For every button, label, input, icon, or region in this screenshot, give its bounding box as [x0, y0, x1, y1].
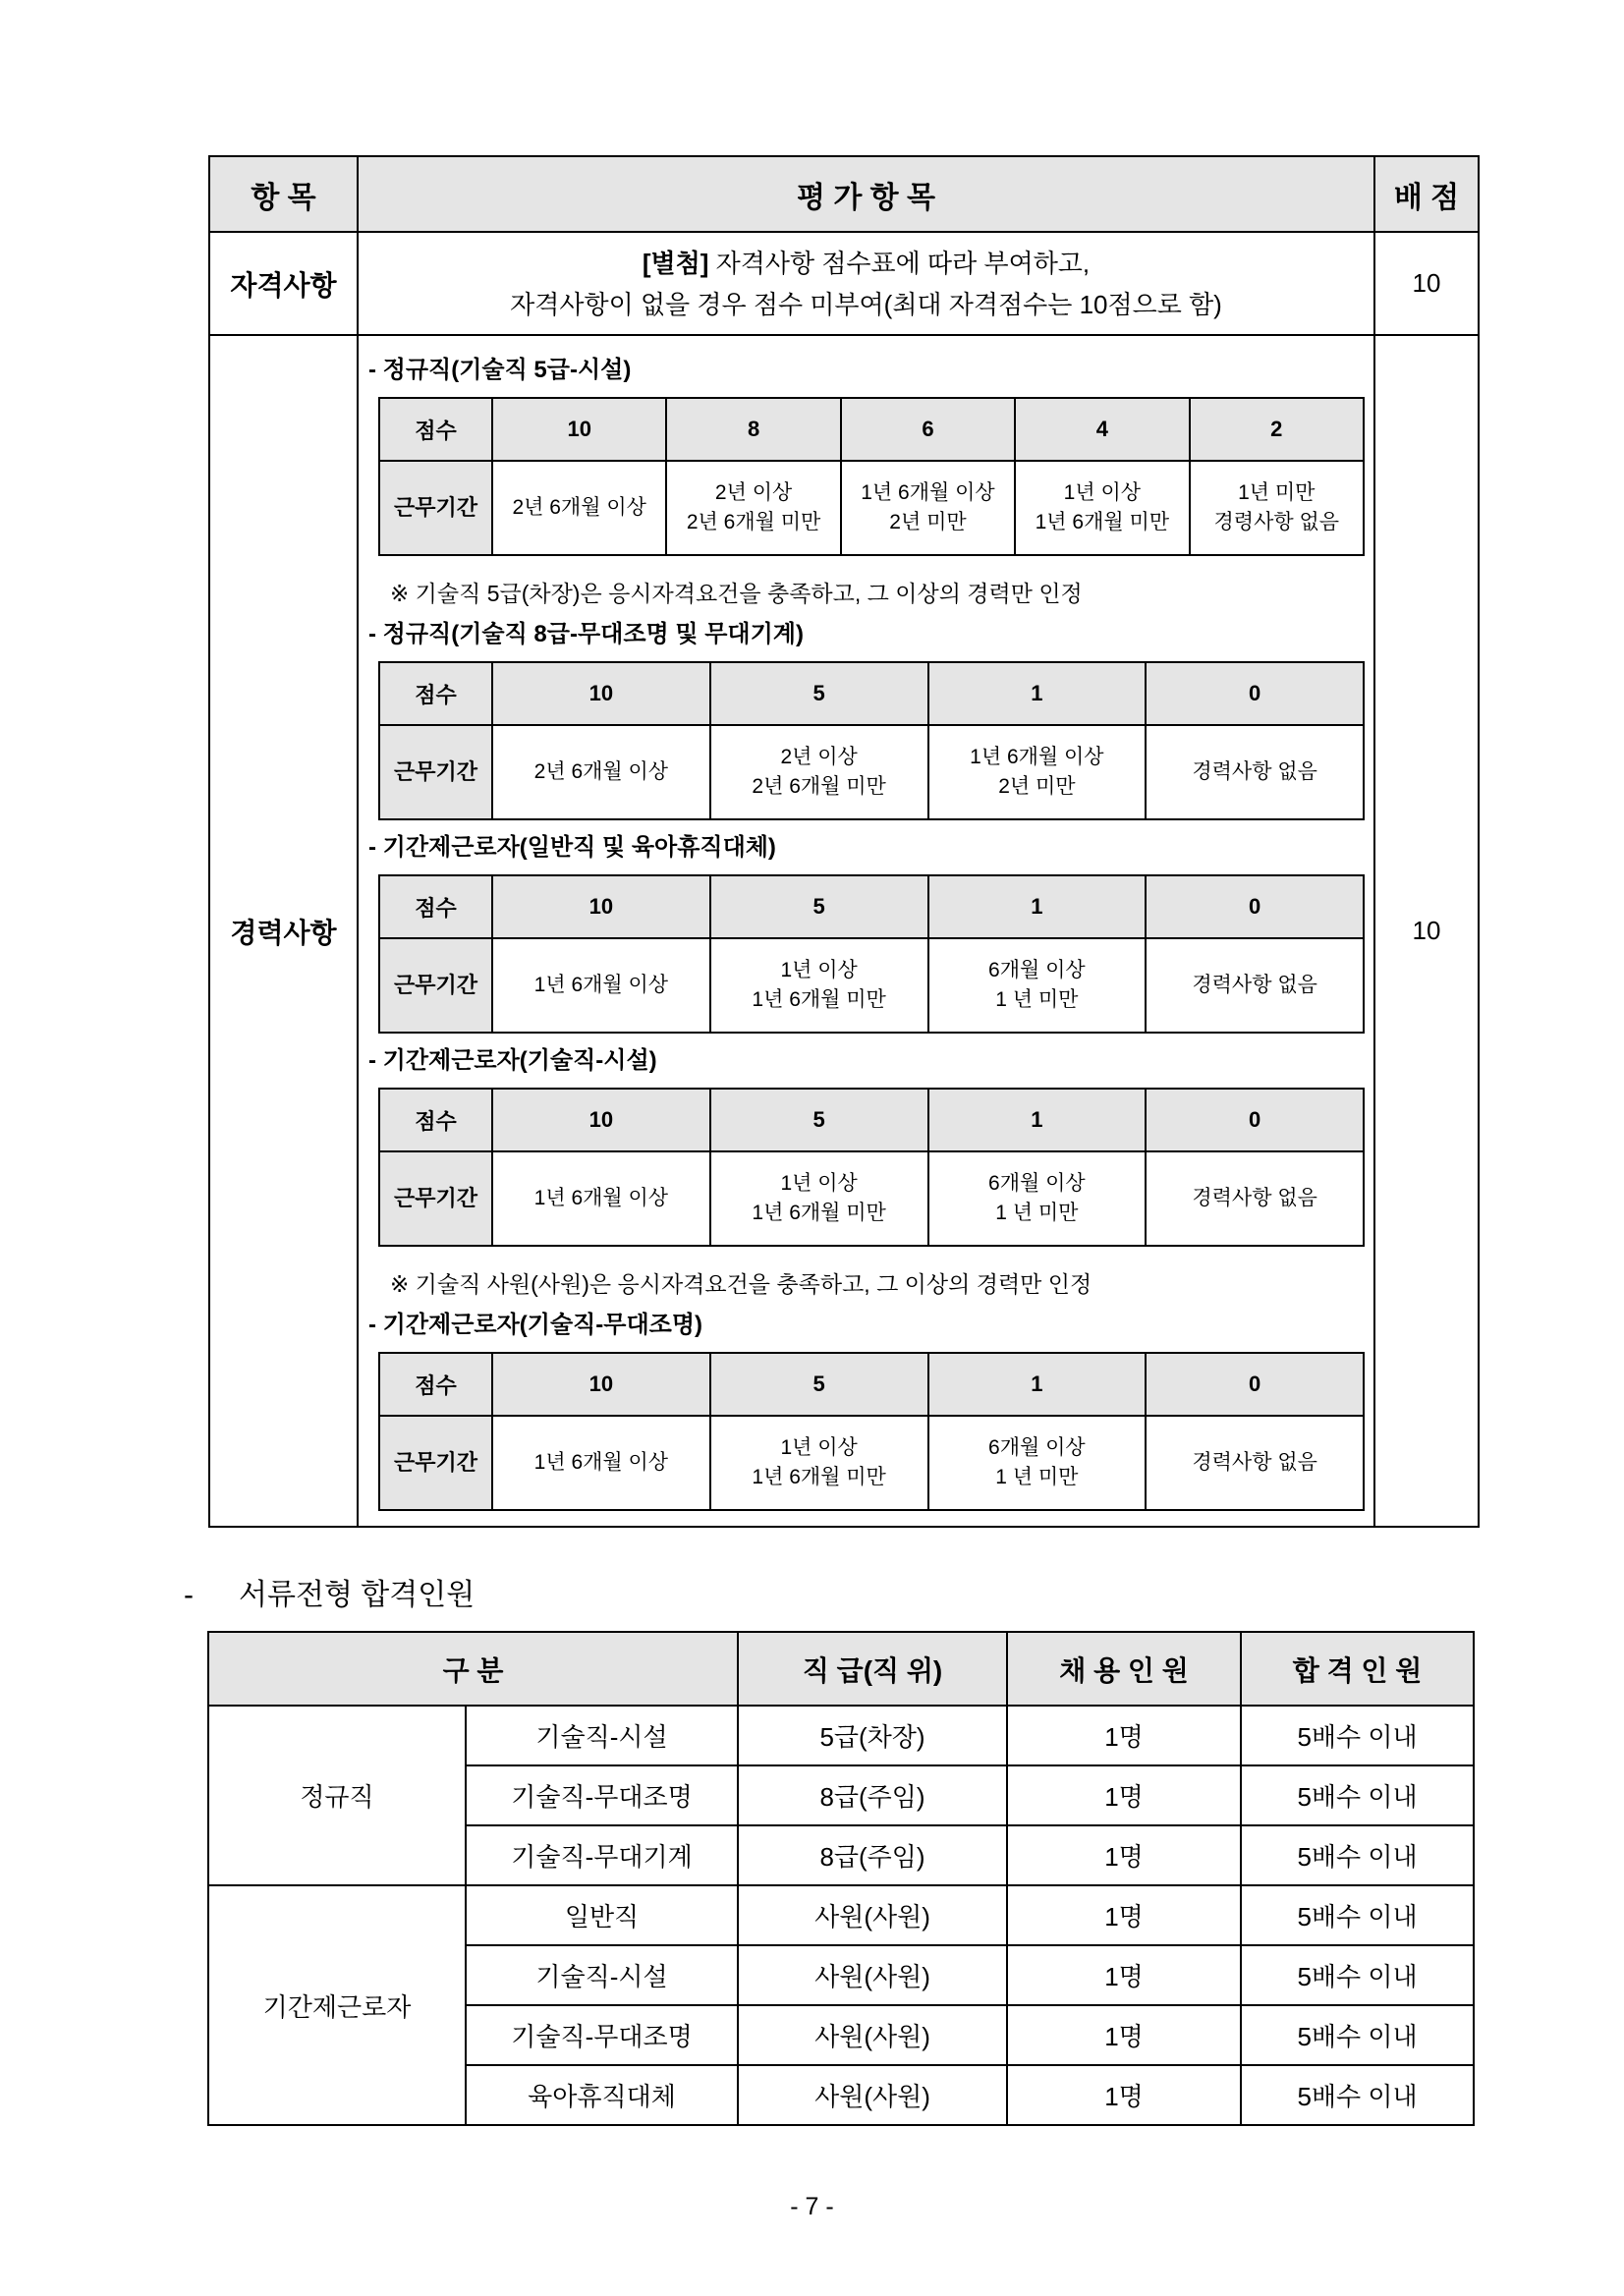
period-cell: 1년 6개월 이상 — [492, 1151, 710, 1246]
period-row — [379, 461, 1364, 555]
score-label: 점수 — [379, 1353, 492, 1416]
score-cell: 10 — [492, 662, 710, 725]
career-section-heading: - 기간제근로자(기술직-시설) — [368, 1047, 657, 1074]
attachment-ref: [별첨] — [642, 248, 709, 278]
period-cell: 1년 이상 1년 6개월 미만 — [710, 1416, 928, 1510]
period-label: 근무기간 — [379, 938, 492, 1033]
period-row — [379, 725, 1364, 819]
career-section-heading: - 기간제근로자(기술직-무대조명) — [368, 1312, 703, 1338]
grade-cell: 8급(주임) — [738, 1765, 1007, 1825]
period-cell: 6개월 이상 1 년 미만 — [928, 1151, 1147, 1246]
qualification-points: 10 — [1374, 232, 1479, 335]
qualification-criteria-cell — [358, 232, 1374, 335]
period-label: 근무기간 — [379, 461, 492, 555]
score-cell: 5 — [710, 1353, 928, 1416]
category-cell: 기술직-시설 — [466, 1706, 738, 1765]
period-cell: 1년 이상 1년 6개월 미만 — [710, 1151, 928, 1246]
score-cell: 1 — [928, 1089, 1147, 1151]
page-number: - 7 - — [790, 2193, 834, 2220]
score-header-row — [379, 662, 1364, 725]
grade-cell: 5급(차장) — [738, 1706, 1007, 1765]
period-cell: 6개월 이상 1 년 미만 — [928, 938, 1147, 1033]
score-cell: 4 — [1015, 398, 1189, 461]
hire-count-cell: 1명 — [1007, 2005, 1241, 2065]
pass-section-heading — [184, 1570, 475, 1613]
score-cell: 5 — [710, 875, 928, 938]
grade-cell: 사원(사원) — [738, 2065, 1007, 2125]
period-cell: 1년 6개월 이상 — [492, 938, 710, 1033]
hire-count-cell: 1명 — [1007, 1765, 1241, 1825]
score-cell: 10 — [492, 398, 666, 461]
category-cell: 기술직-무대조명 — [466, 2005, 738, 2065]
pass-count-cell: 5배수 이내 — [1241, 1825, 1474, 1885]
group-label-fixed-term: 기간제근로자 — [208, 1885, 466, 2125]
pass-count-cell: 5배수 이내 — [1241, 2065, 1474, 2125]
pass-count-cell: 5배수 이내 — [1241, 2005, 1474, 2065]
qualification-row — [209, 232, 1479, 335]
score-label: 점수 — [379, 1089, 492, 1151]
pass-count-cell: 5배수 이내 — [1241, 1885, 1474, 1945]
period-cell: 경력사항 없음 — [1146, 725, 1364, 819]
score-cell: 6 — [841, 398, 1015, 461]
score-header-row — [379, 1353, 1364, 1416]
col-header-points: 배 점 — [1374, 156, 1479, 232]
career-score-table — [378, 874, 1365, 1034]
career-score-table — [378, 1088, 1365, 1247]
period-label: 근무기간 — [379, 725, 492, 819]
score-cell: 0 — [1146, 875, 1364, 938]
pass-count-cell: 5배수 이내 — [1241, 1945, 1474, 2005]
hire-count-cell: 1명 — [1007, 1885, 1241, 1945]
category-cell: 기술직-무대조명 — [466, 1765, 738, 1825]
period-cell: 1년 6개월 이상 — [492, 1416, 710, 1510]
score-cell: 1 — [928, 1353, 1147, 1416]
col-header-hire-count: 채 용 인 원 — [1007, 1632, 1241, 1706]
period-cell: 1년 이상 1년 6개월 미만 — [710, 938, 928, 1033]
period-cell: 경력사항 없음 — [1146, 938, 1364, 1033]
period-cell: 경력사항 없음 — [1146, 1416, 1364, 1510]
hire-count-cell: 1명 — [1007, 2065, 1241, 2125]
period-cell: 경력사항 없음 — [1146, 1151, 1364, 1246]
period-row — [379, 1151, 1364, 1246]
career-section-heading: - 기간제근로자(일반직 및 육아휴직대체) — [368, 834, 776, 861]
pass-section-title: 서류전형 합격인원 — [239, 1579, 476, 1611]
hire-count-cell: 1명 — [1007, 1825, 1241, 1885]
pass-count-cell: 5배수 이내 — [1241, 1765, 1474, 1825]
career-section-heading: - 정규직(기술직 5급-시설) — [368, 357, 632, 383]
grade-cell: 8급(주임) — [738, 1825, 1007, 1885]
hire-count-cell: 1명 — [1007, 1945, 1241, 2005]
category-cell: 기술직-무대기계 — [466, 1825, 738, 1885]
period-cell: 2년 이상 2년 6개월 미만 — [710, 725, 928, 819]
period-cell: 2년 6개월 이상 — [492, 725, 710, 819]
career-score-table — [378, 1352, 1365, 1511]
score-label: 점수 — [379, 875, 492, 938]
qualification-line-1: [별첨] 자격사항 점수표에 따라 부여하고, — [642, 248, 1091, 278]
col-header-item: 항 목 — [209, 156, 358, 232]
col-header-grade: 직 급(직 위) — [738, 1632, 1007, 1706]
period-row — [379, 1416, 1364, 1510]
period-cell: 2년 이상 2년 6개월 미만 — [666, 461, 840, 555]
grade-cell: 사원(사원) — [738, 2005, 1007, 2065]
period-label: 근무기간 — [379, 1416, 492, 1510]
category-cell: 기술직-시설 — [466, 1945, 738, 2005]
period-cell: 1년 6개월 이상 2년 미만 — [928, 725, 1147, 819]
period-cell: 1년 이상 1년 6개월 미만 — [1015, 461, 1189, 555]
career-points: 10 — [1374, 335, 1479, 1527]
career-score-table — [378, 661, 1365, 820]
category-cell: 일반직 — [466, 1885, 738, 1945]
score-cell: 8 — [666, 398, 840, 461]
score-cell: 2 — [1190, 398, 1364, 461]
period-cell: 1년 6개월 이상 2년 미만 — [841, 461, 1015, 555]
evaluation-criteria-table — [208, 155, 1480, 1528]
qualification-line-2: 자격사항이 없을 경우 점수 미부여(최대 자격점수는 10점으로 함) — [510, 289, 1222, 319]
table-row — [208, 1885, 1474, 1945]
score-label: 점수 — [379, 398, 492, 461]
category-cell: 육아휴직대체 — [466, 2065, 738, 2125]
score-cell: 5 — [710, 662, 928, 725]
col-header-criteria: 평 가 항 목 — [358, 156, 1374, 232]
career-label: 경력사항 — [209, 335, 358, 1527]
career-note: ※ 기술직 5급(차장)은 응시자격요건을 충족하고, 그 이상의 경력만 인정 — [390, 581, 1083, 606]
score-cell: 10 — [492, 1089, 710, 1151]
grade-cell: 사원(사원) — [738, 1945, 1007, 2005]
career-row — [209, 335, 1479, 1527]
pass-table-header-row — [208, 1632, 1474, 1706]
score-cell: 10 — [492, 875, 710, 938]
evaluation-header-row — [209, 156, 1479, 232]
score-cell: 1 — [928, 875, 1147, 938]
col-header-pass-count: 합 격 인 원 — [1241, 1632, 1474, 1706]
grade-cell: 사원(사원) — [738, 1885, 1007, 1945]
period-row — [379, 938, 1364, 1033]
heading-dash: - — [184, 1579, 194, 1611]
score-header-row — [379, 875, 1364, 938]
pass-count-cell: 5배수 이내 — [1241, 1706, 1474, 1765]
score-header-row — [379, 398, 1364, 461]
score-header-row — [379, 1089, 1364, 1151]
period-cell: 6개월 이상 1 년 미만 — [928, 1416, 1147, 1510]
career-score-table — [378, 397, 1365, 556]
period-cell: 1년 미만 경령사항 없음 — [1190, 461, 1364, 555]
career-section-heading: - 정규직(기술직 8급-무대조명 및 무대기계) — [368, 621, 804, 647]
group-label-regular: 정규직 — [208, 1706, 466, 1885]
period-label: 근무기간 — [379, 1151, 492, 1246]
pass-count-table — [207, 1631, 1475, 2126]
period-cell: 2년 6개월 이상 — [492, 461, 666, 555]
score-cell: 0 — [1146, 1089, 1364, 1151]
hire-count-cell: 1명 — [1007, 1706, 1241, 1765]
qualification-label: 자격사항 — [209, 232, 358, 335]
col-header-division: 구 분 — [208, 1632, 738, 1706]
score-label: 점수 — [379, 662, 492, 725]
score-cell: 5 — [710, 1089, 928, 1151]
career-criteria-cell — [358, 335, 1374, 1527]
table-row — [208, 1706, 1474, 1765]
score-cell: 0 — [1146, 1353, 1364, 1416]
score-cell: 10 — [492, 1353, 710, 1416]
career-note: ※ 기술직 사원(사원)은 응시자격요건을 충족하고, 그 이상의 경력만 인정 — [390, 1271, 1092, 1297]
score-cell: 1 — [928, 662, 1147, 725]
score-cell: 0 — [1146, 662, 1364, 725]
